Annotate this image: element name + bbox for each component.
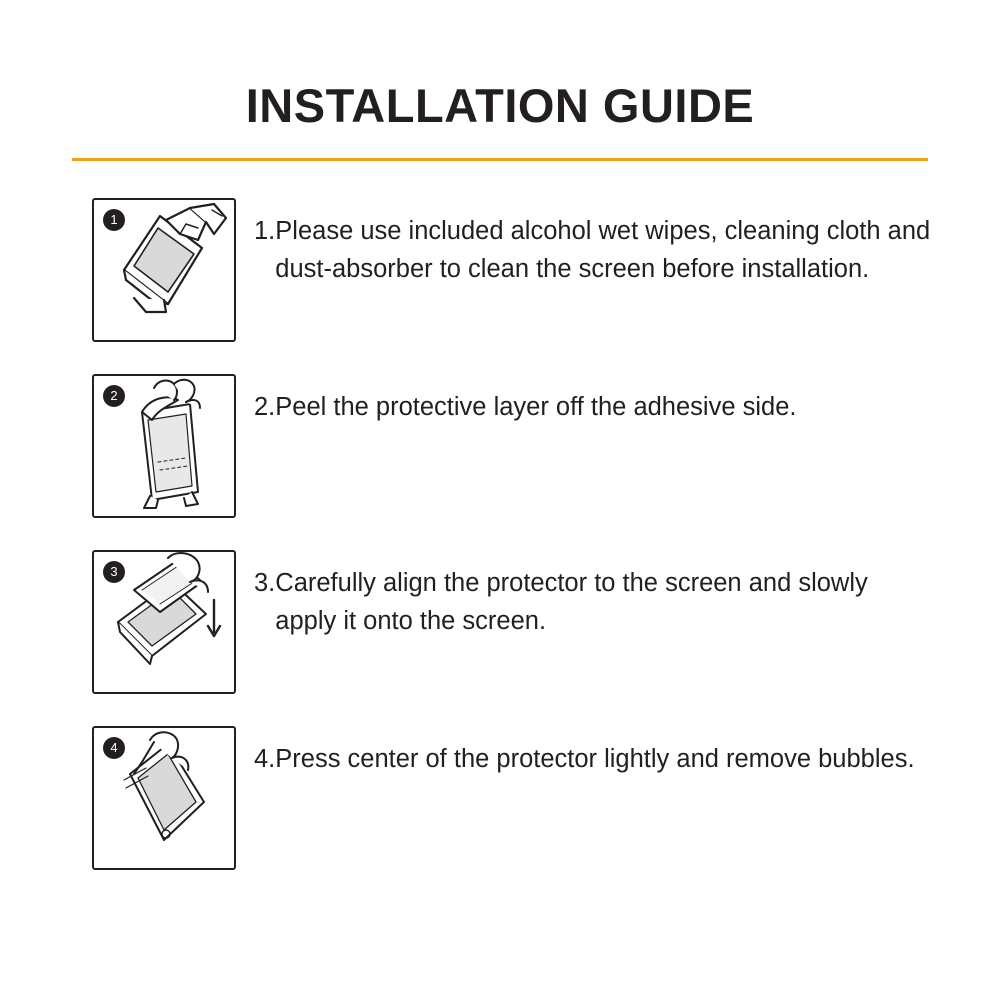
page-title: INSTALLATION GUIDE [245, 79, 755, 132]
step-illustration-1 [92, 198, 236, 342]
step-text-1 [254, 198, 934, 288]
step-text-3 [254, 550, 934, 640]
step-description-2: Peel the protective layer off the adhesive side. [275, 393, 797, 421]
step-badge-1: 1 [103, 209, 125, 231]
steps-list [0, 198, 1000, 870]
step-description-4: Press center of the protector lightly and remove bubbles. [275, 745, 915, 773]
title-divider [72, 158, 928, 161]
step-text-2 [254, 374, 796, 426]
list-item [0, 550, 1000, 694]
step-illustration-4 [92, 726, 236, 870]
step-badge-2: 2 [103, 385, 125, 407]
step-number-1: 1. [254, 217, 276, 245]
step-badge-4: 4 [103, 737, 125, 759]
step-text-4 [254, 726, 915, 778]
list-item [0, 198, 1000, 342]
step-illustration-2 [92, 374, 236, 518]
step-number-3: 3. [254, 569, 276, 597]
step-badge-3: 3 [103, 561, 125, 583]
step-illustration-3 [92, 550, 236, 694]
step-number-2: 2. [254, 393, 276, 421]
list-item [0, 726, 1000, 870]
step-description-3: Carefully align the protector to the screen and slowly apply it onto the screen. [275, 569, 868, 635]
step-description-1: Please use included alcohol wet wipes, cleaning cloth and dust-absorber to clean the screen before installation. [275, 217, 931, 283]
step-number-4: 4. [254, 745, 276, 773]
list-item [0, 374, 1000, 518]
